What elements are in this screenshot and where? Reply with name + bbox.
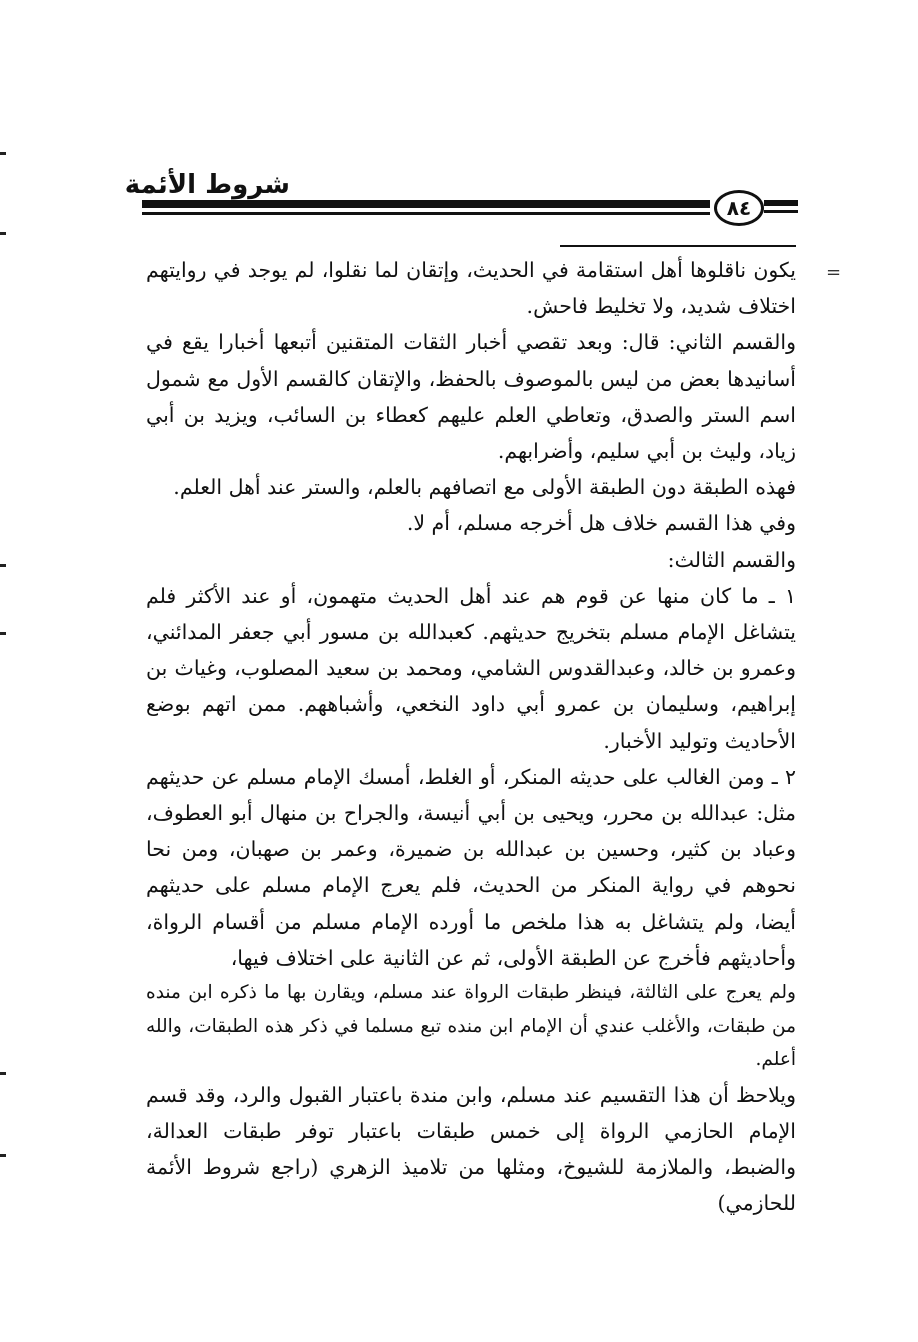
page-header bbox=[124, 164, 798, 224]
paragraph: وفي هذا القسم خلاف هل أخرجه مسلم، أم لا. bbox=[406, 511, 796, 536]
header-rule-thin bbox=[142, 212, 710, 215]
paragraph: ٢ ـ ومن الغالب على حديثه المنكر، أو الغلط، أمسك الإمام مسلم عن حديثهم مثل: عبدالله بن محرر، ويحيى بن أبي أنيسة، والجراح بن منهال أبو العطوف، وعباد بن كثير، وحسين بن عبدالله بن ضميرة، وعمر بن صهبان، ومن نحا نحوهم في رواية المنكر من الحديث، فلم يعرج الإمام مسلم على حديثهم أيضا، ولم يتشاغل به هذا ملخص ما أورده الإمام مسلم من أقسام الرواة، وأحاديثهم فأخرج عن الطبقة الأولى، ثم عن الثانية على اختلاف فيها، bbox=[146, 764, 796, 970]
margin-mark: = bbox=[826, 262, 842, 283]
scan-edge-mark bbox=[0, 564, 6, 567]
page-number: ٨٤ bbox=[714, 190, 764, 226]
header-rule-thick bbox=[142, 200, 710, 208]
paragraph: ويلاحظ أن هذا التقسيم عند مسلم، وابن مندة باعتبار القبول والرد، وقد قسم الإمام الحازمي الرواة إلى خمس طبقات باعتبار توفر طبقات العدالة، والضبط، والملازمة للشيوخ، ومثلها من تلاميذ الزهري (راجع شروط الأئمة للحازمي) bbox=[146, 1082, 796, 1216]
scan-edge-mark bbox=[0, 152, 6, 155]
header-rule-right bbox=[764, 210, 798, 213]
scan-edge-mark bbox=[0, 1154, 6, 1157]
header-rule-right bbox=[764, 200, 798, 206]
book-title: شروط الأئمة bbox=[124, 170, 290, 200]
scan-edge-mark bbox=[0, 1072, 6, 1075]
page-body bbox=[146, 252, 796, 1221]
paragraph: يكون ناقلوها أهل استقامة في الحديث، وإتقان لما نقلوا، لم يوجد في روايتهم اختلاف شديد، ولا تخليط فاحش. bbox=[146, 258, 796, 319]
paragraph: فهذه الطبقة دون الطبقة الأولى مع اتصافهم بالعلم، والستر عند أهل العلم. bbox=[173, 475, 796, 500]
scan-edge-mark bbox=[0, 232, 6, 235]
section-divider bbox=[560, 245, 796, 247]
scan-edge-mark bbox=[0, 632, 6, 635]
paragraph: والقسم الثالث: bbox=[667, 547, 796, 572]
paragraph: ١ ـ ما كان منها عن قوم هم عند أهل الحديث متهمون، أو عند الأكثر فلم يتشاغل الإمام مسلم بتخريج حديثهم. كعبدالله بن مسور أبي جعفر المدائني، وعمرو بن خالد، وعبدالقدوس الشامي، ومحمد بن سعيد المصلوب، وغياث بن إبراهيم، وسليمان بن عمرو أبي داود النخعي، وأشباههم. ممن اتهم بوضع الأحاديث وتوليد الأخبار. bbox=[146, 583, 796, 753]
paragraph: ولم يعرج على الثالثة، فينظر طبقات الرواة عند مسلم، ويقارن بها ما ذكره ابن منده من طبقات، والأغلب عندي أن الإمام ابن منده تبع مسلما في ذكر هذه الطبقات، والله أعلم. bbox=[146, 982, 796, 1071]
paragraph: والقسم الثاني: قال: وبعد تقصي أخبار الثقات المتقنين أتبعها أخبارا يقع في أسانيدها بعض من ليس بالموصوف بالحفظ، والإتقان كالقسم الأول مع شمول اسم الستر والصدق، وتعاطي العلم عليهم كعطاء بن السائب، ويزيد بن أبي زياد، وليث بن أبي سليم، وأضرابهم. bbox=[146, 330, 796, 464]
